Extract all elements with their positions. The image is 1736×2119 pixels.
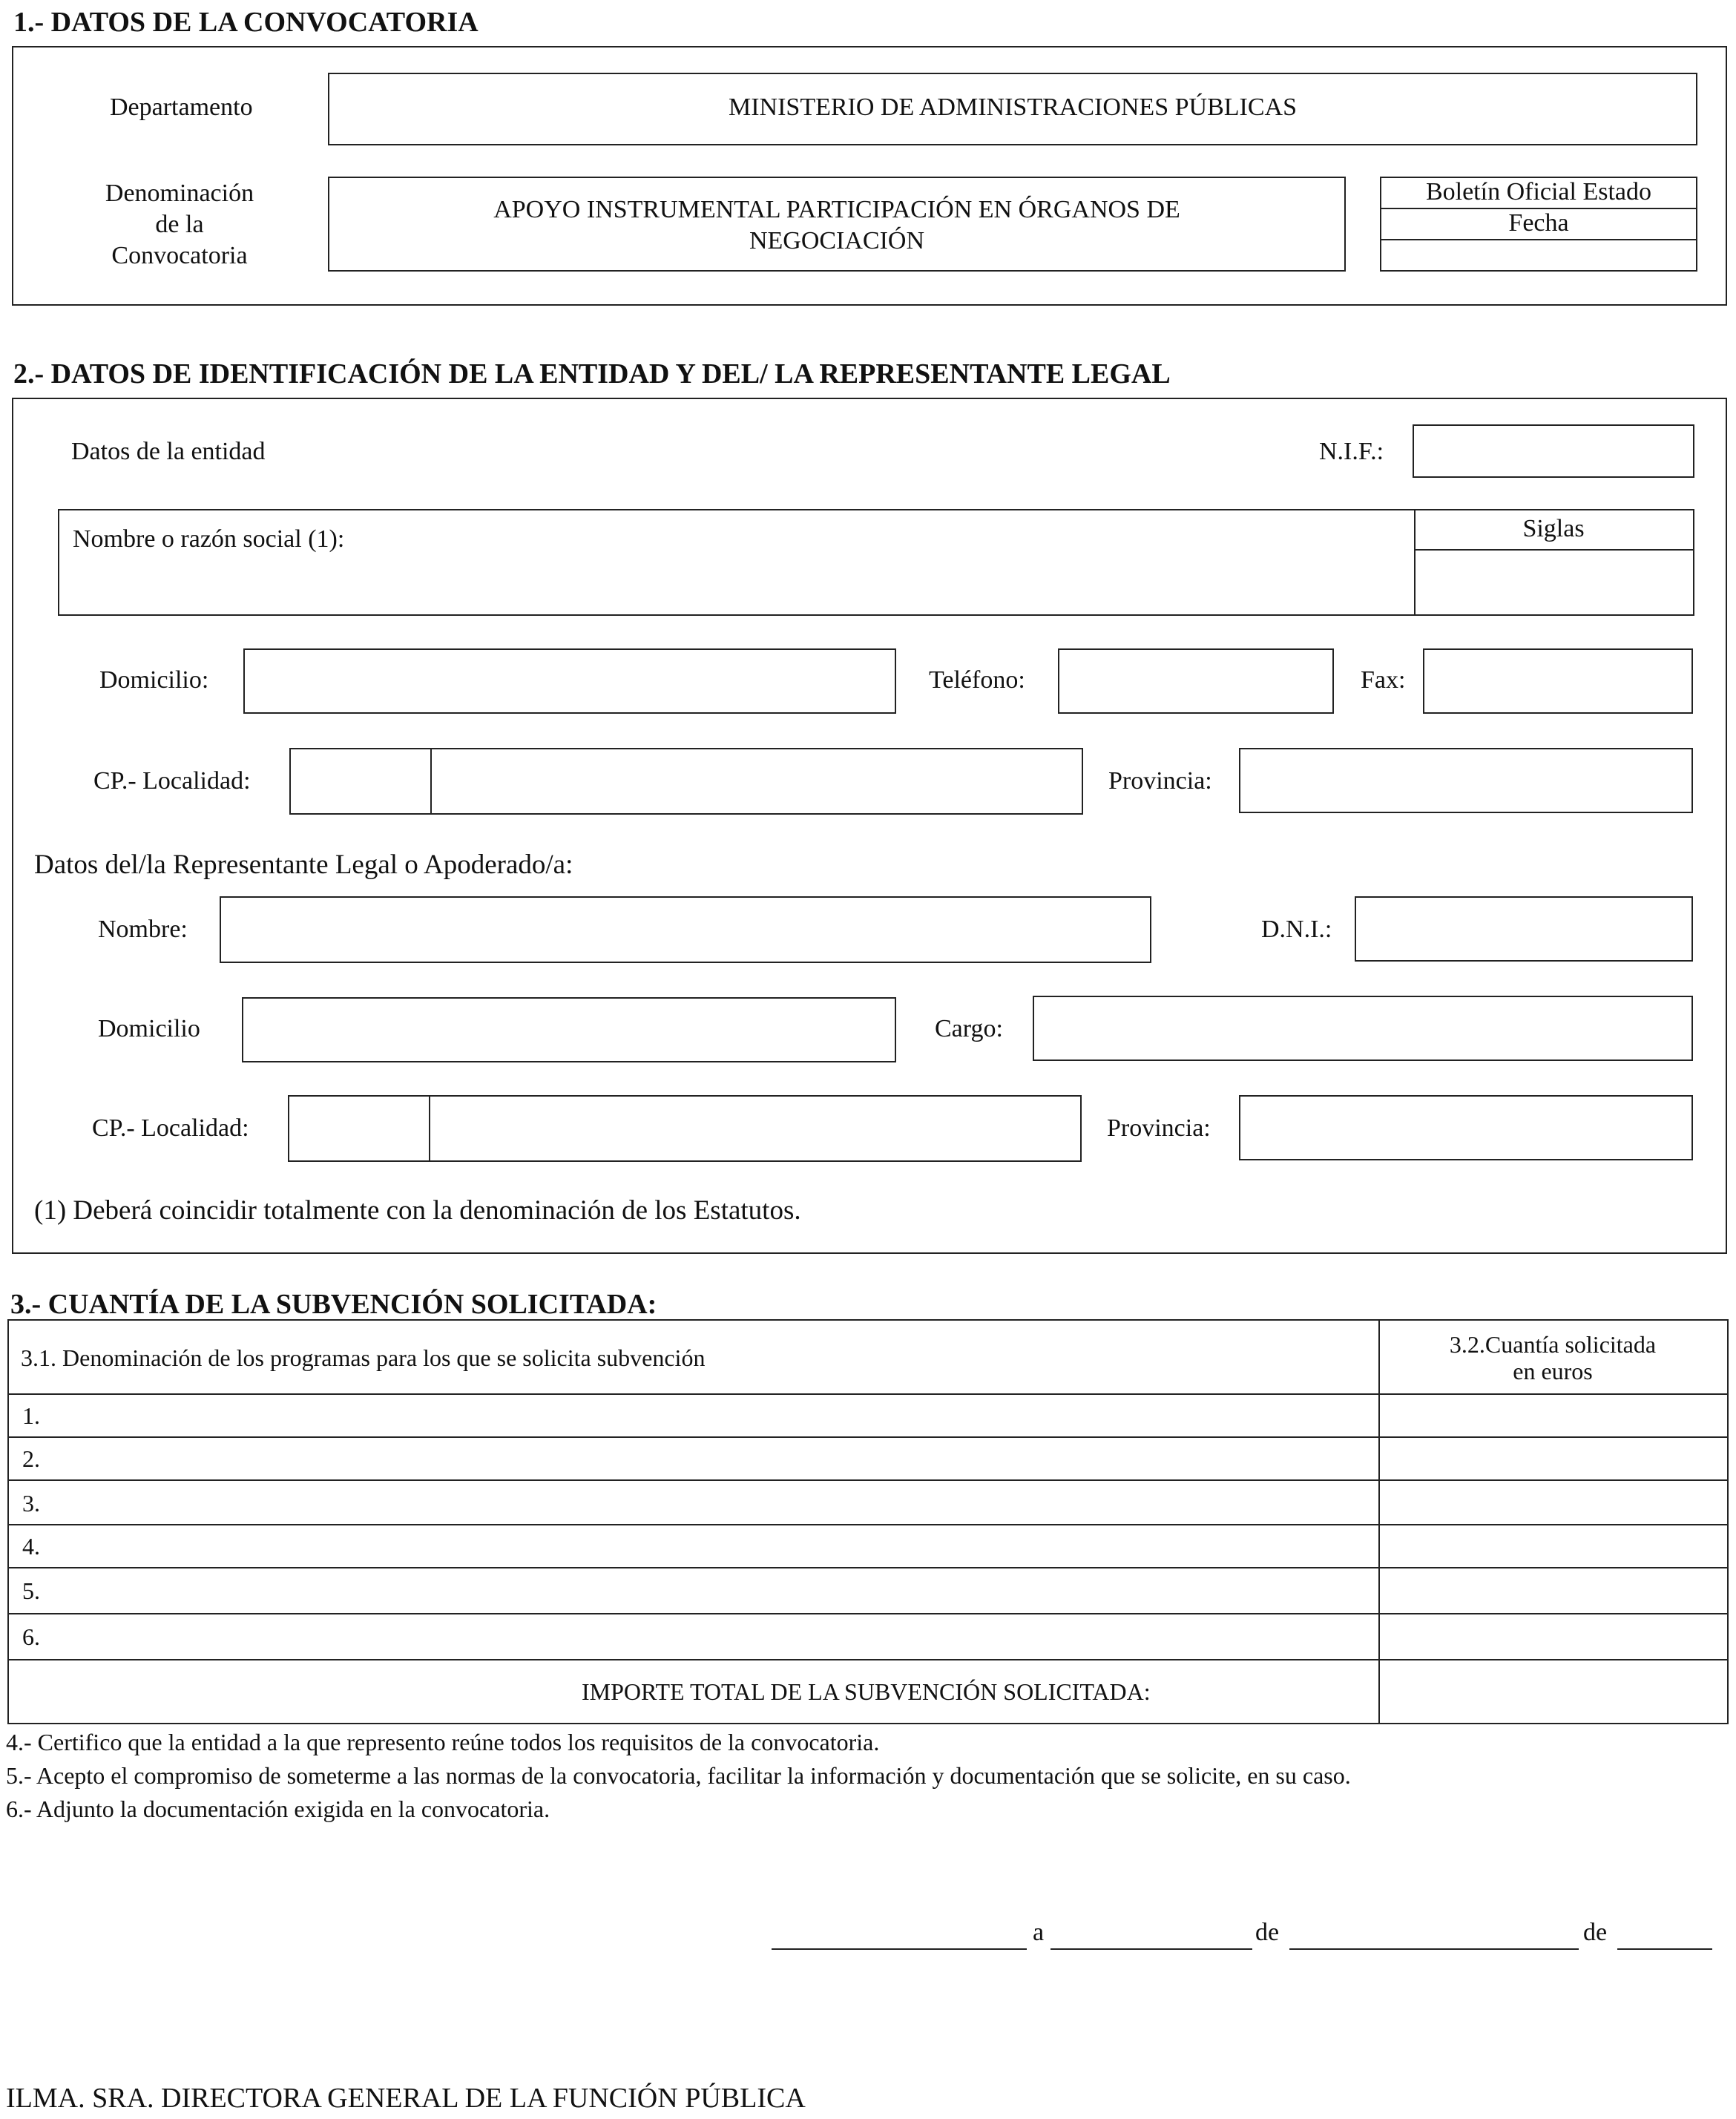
cp-localidad-label: CP.- Localidad:: [93, 767, 251, 795]
cp-localidad-representante-label: CP.- Localidad:: [92, 1114, 249, 1142]
col2-header-line2: en euros: [1513, 1358, 1593, 1384]
nif-label: N.I.F.:: [1319, 438, 1384, 465]
signature-year-line[interactable]: [1617, 1948, 1712, 1950]
siglas-label: Siglas: [1522, 515, 1585, 542]
declaration-5: 5.- Acepto el compromiso de someterme a las normas de la convocatoria, facilitar la información y documentación que se solicite, en su caso.: [6, 1762, 1351, 1789]
domicilio-field[interactable]: [243, 648, 896, 714]
nota-estatutos: (1) Deberá coincidir totalmente con la denominación de los Estatutos.: [34, 1195, 801, 1226]
domicilio-representante-field[interactable]: [242, 997, 896, 1062]
signature-place-line[interactable]: [772, 1948, 1027, 1950]
table-row[interactable]: 3.: [22, 1490, 40, 1517]
nombre-field[interactable]: [220, 896, 1151, 963]
signature-de1: de: [1255, 1919, 1280, 1946]
departamento-label: Departamento: [110, 93, 253, 121]
fecha-field[interactable]: [1381, 240, 1696, 270]
boe-box: [1380, 177, 1697, 272]
denominacion-label: [83, 178, 276, 272]
denominacion-label-line3: Convocatoria: [111, 242, 248, 269]
denominacion-label-line1: Denominación: [105, 180, 254, 207]
row-line: [9, 1479, 1727, 1481]
nombre-razon-box[interactable]: [58, 509, 1694, 616]
cp-divider: [430, 749, 432, 813]
domicilio-representante-label: Domicilio: [98, 1015, 200, 1042]
addressee: ILMA. SRA. DIRECTORA GENERAL DE LA FUNCIÓN PÚBLICA: [6, 2083, 806, 2114]
cargo-label: Cargo:: [935, 1015, 1003, 1042]
declaration-6: 6.- Adjunto la documentación exigida en la convocatoria.: [6, 1796, 550, 1822]
cp-localidad-representante-field[interactable]: [288, 1095, 1082, 1162]
cp-representante-divider: [429, 1097, 430, 1160]
datos-representante-label: Datos del/la Representante Legal o Apoderado/a:: [34, 850, 573, 880]
departamento-value: MINISTERIO DE ADMINISTRACIONES PÚBLICAS: [729, 93, 1297, 121]
boe-label: Boletín Oficial Estado: [1425, 178, 1652, 206]
table-row[interactable]: 2.: [22, 1445, 40, 1472]
nombre-razon-label: Nombre o razón social (1):: [73, 525, 345, 553]
fecha-label: Fecha: [1508, 209, 1569, 237]
row-line: [9, 1436, 1727, 1438]
signature-a: a: [1033, 1919, 1045, 1946]
declarations: [6, 1726, 1351, 1826]
provincia-field[interactable]: [1239, 748, 1693, 813]
signature-day-line[interactable]: [1051, 1948, 1252, 1950]
provincia-label: Provincia:: [1108, 767, 1212, 795]
fax-label: Fax:: [1361, 666, 1406, 694]
section-2-title: 2.- DATOS DE IDENTIFICACIÓN DE LA ENTIDAD Y DEL/ LA REPRESENTANTE LEGAL: [13, 358, 1171, 390]
table-row[interactable]: 5.: [22, 1577, 40, 1604]
domicilio-label: Domicilio:: [99, 666, 209, 694]
denominacion-value-line1: APOYO INSTRUMENTAL PARTICIPACIÓN EN ÓRGANOS DE: [493, 196, 1180, 223]
subvencion-table: [7, 1319, 1729, 1724]
row-line: [9, 1393, 1727, 1395]
provincia-representante-field[interactable]: [1239, 1095, 1693, 1160]
telefono-field[interactable]: [1058, 648, 1334, 714]
section-3-title: 3.- CUANTÍA DE LA SUBVENCIÓN SOLICITADA:: [10, 1289, 657, 1320]
denominacion-label-line2: de la: [155, 211, 204, 238]
cargo-field[interactable]: [1033, 996, 1693, 1061]
signature-de2: de: [1583, 1919, 1608, 1946]
nif-field[interactable]: [1413, 424, 1694, 478]
denominacion-value-line2: NEGOCIACIÓN: [749, 227, 925, 254]
provincia-representante-label: Provincia:: [1107, 1114, 1211, 1142]
dni-label: D.N.I.:: [1261, 916, 1332, 943]
row-line: [9, 1659, 1727, 1660]
departamento-field[interactable]: [328, 73, 1697, 145]
fax-field[interactable]: [1423, 648, 1693, 714]
row-line: [9, 1524, 1727, 1525]
col1-header: 3.1. Denominación de los programas para los que se solicita subvención: [21, 1344, 706, 1371]
nombre-label: Nombre:: [98, 916, 188, 943]
row-line: [9, 1567, 1727, 1568]
section-1-title: 1.- DATOS DE LA CONVOCATORIA: [13, 7, 479, 38]
table-row[interactable]: 6.: [22, 1623, 40, 1650]
telefono-label: Teléfono:: [929, 666, 1025, 694]
total-label: IMPORTE TOTAL DE LA SUBVENCIÓN SOLICITADA:: [582, 1678, 1151, 1705]
siglas-underline: [1414, 549, 1693, 551]
declaration-4: 4.- Certifico que la entidad a la que represento reúne todos los requisitos de la convocatoria.: [6, 1729, 880, 1755]
signature-month-line[interactable]: [1289, 1948, 1579, 1950]
row-line: [9, 1613, 1727, 1614]
cp-localidad-field[interactable]: [289, 748, 1083, 815]
col2-header-line1: 3.2.Cuantía solicitada: [1449, 1331, 1657, 1358]
table-row[interactable]: 1.: [22, 1402, 40, 1429]
datos-entidad-label: Datos de la entidad: [71, 438, 266, 465]
dni-field[interactable]: [1355, 896, 1693, 962]
col2-header: [1378, 1331, 1727, 1384]
denominacion-field[interactable]: [328, 177, 1346, 272]
denominacion-value: [329, 194, 1344, 257]
table-row[interactable]: 4.: [22, 1533, 40, 1560]
